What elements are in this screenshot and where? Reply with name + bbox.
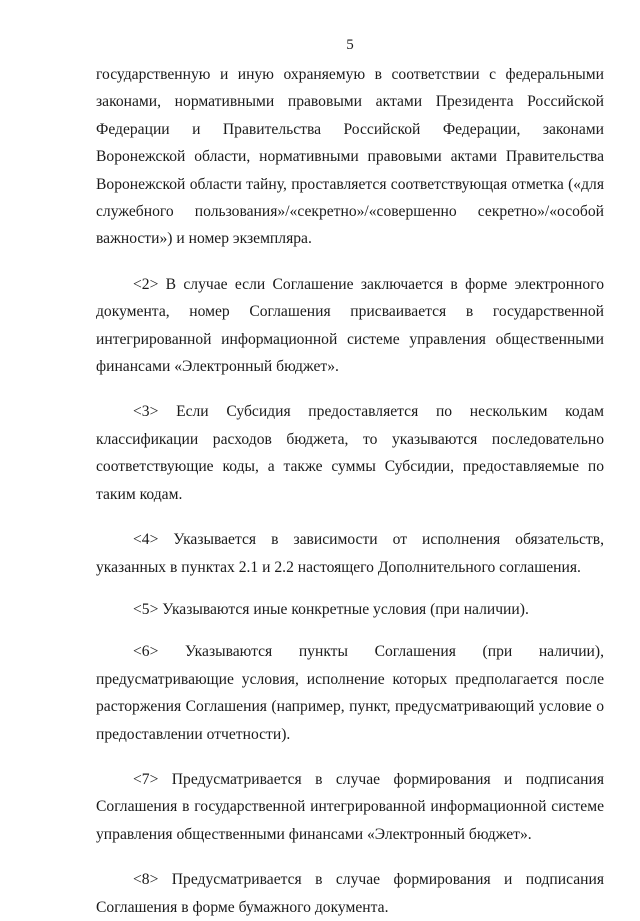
footnote-2: <2> В случае если Соглашение заключается в форме электронного документа, номер Соглашения присваивается в государственной интегрированной информационной системе управления общественными финансами «Электронный бюджет». <box>96 275 604 376</box>
footnote-7: <7> Предусматривается в случае формирования и подписания Соглашения в государственной интегрированной информационной системе управления общественными финансами «Электронный бюджет». <box>96 770 604 843</box>
footnote-4: <4> Указывается в зависимости от исполнения обязательств, указанных в пунктах 2.1 и 2.2 настоящего Дополнительного соглашения. <box>96 531 604 576</box>
page-number: 5 <box>346 37 354 53</box>
paragraph-continuation: государственную и иную охраняемую в соответствии с федеральными законами, нормативными правовыми актами Президента Российской Федерации и Правительства Российской Федерации, законами Воронежской области, нормативными правовыми актами Правительства Воронежской области тайну, проставляется соответствующая отметка («для служебного пользования»/«секретно»/«совершенно секретно»/«особой важности») и номер экземпляра. <box>96 66 604 248</box>
document-body <box>96 61 604 921</box>
footnote-6: <6> Указываются пункты Соглашения (при наличии), предусматривающие условия, исполнение которых предполагается после расторжения Соглашения (например, пункт, предусматривающий условие о предоставлении отчетности). <box>96 643 604 743</box>
footnote-8: <8> Предусматривается в случае формирования и подписания Соглашения в форме бумажного документа. <box>96 871 604 916</box>
footnote-3: <3> Если Субсидия предоставляется по нескольким кодам классификации расходов бюджета, то указываются последовательно соответствующие коды, а также суммы Субсидии, предоставляемые по таким кодам. <box>96 403 604 503</box>
footnote-5: <5> Указываются иные конкретные условия (при наличии). <box>133 600 529 618</box>
